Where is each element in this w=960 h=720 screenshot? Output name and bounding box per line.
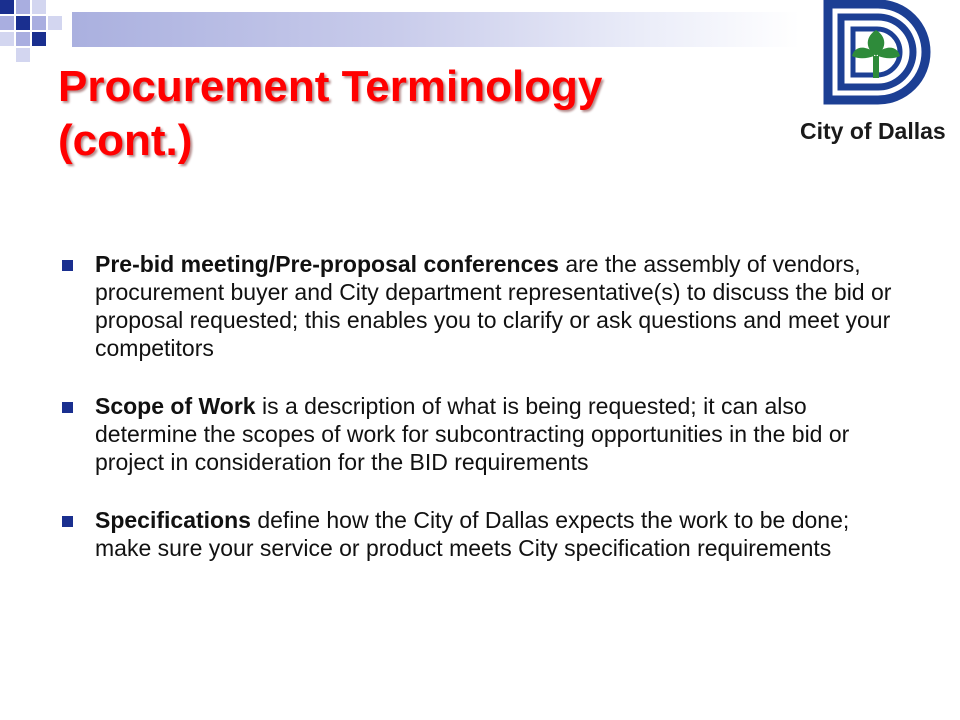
slide-title-line2: (cont.) (58, 116, 193, 165)
bullet-specifications (58, 506, 908, 562)
logo-text: City of Dallas (800, 118, 946, 144)
bullet-list (58, 250, 908, 562)
deco-square-10 (32, 32, 46, 46)
deco-square-2 (16, 0, 30, 14)
bullet-pre-bid (58, 250, 908, 362)
deco-square-9 (16, 32, 30, 46)
square-bullet-icon (62, 260, 73, 271)
bullet-text: is a description of what is being requested; it can also determine the scopes of work for subcontracting opportunities in the bid or project in consideration for the BID requirements (95, 393, 850, 475)
bullet-term: Scope of Work (95, 393, 256, 419)
deco-square-4 (0, 16, 14, 30)
bullet-scope-of-work (58, 392, 908, 476)
square-bullet-icon (62, 516, 73, 527)
deco-square-8 (0, 32, 14, 46)
deco-square-5 (16, 16, 30, 30)
square-bullet-icon (62, 402, 73, 413)
bullet-term: Specifications (95, 507, 251, 533)
deco-square-11 (16, 48, 30, 62)
bullet-term: Pre-bid meeting/Pre-proposal conferences (95, 251, 559, 277)
deco-square-1 (0, 0, 14, 14)
deco-square-7 (48, 16, 62, 30)
header-gradient-bar (72, 12, 800, 47)
deco-square-3 (32, 0, 46, 14)
bullet-text: are the assembly of vendors, procurement buyer and City department representative(s) to discuss the bid or proposal requested; this enables you to clarify or ask questions and meet your competitors (95, 251, 892, 361)
slide-title (58, 60, 778, 168)
deco-square-6 (32, 16, 46, 30)
bullet-text: define how the City of Dallas expects the work to be done; make sure your service or product meets City specification requirements (95, 507, 850, 561)
slide-title-line1: Procurement Terminology (58, 62, 603, 111)
